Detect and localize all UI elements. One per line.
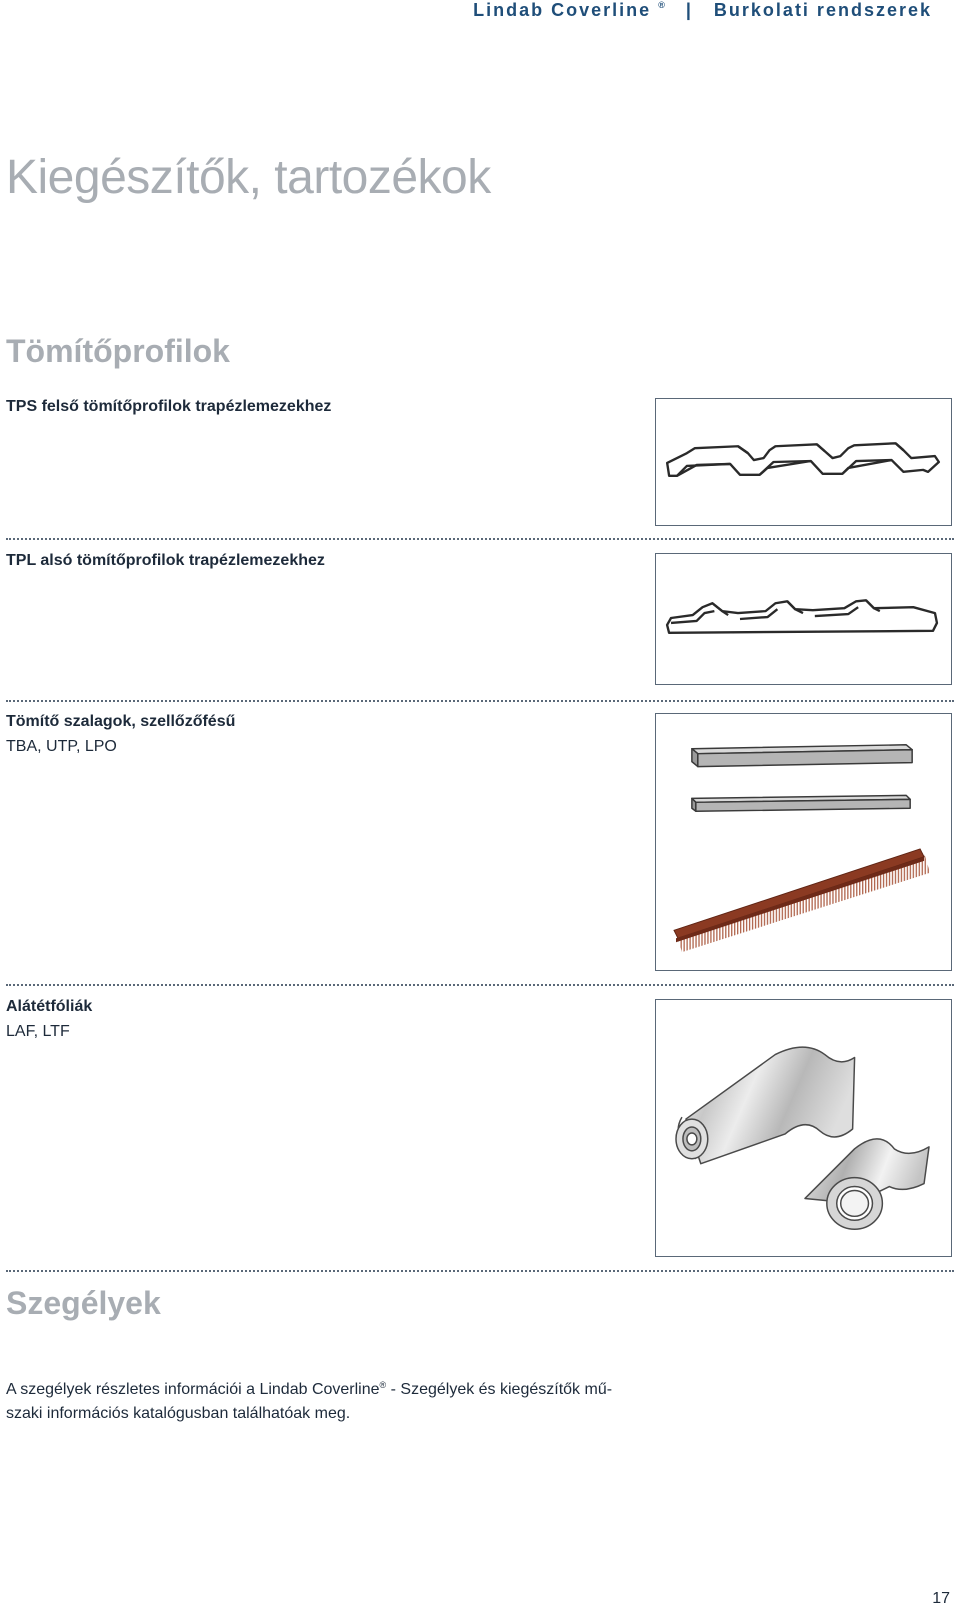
seal-strips-image — [655, 713, 952, 971]
tpl-profile-image — [655, 553, 952, 685]
flashings-text-line2: szaki információs katalógusban találhatóak meg. — [6, 1405, 351, 1422]
seal-strips-drawing — [656, 714, 951, 970]
section-title-flashings: Szegélyek — [6, 1285, 161, 1321]
divider — [6, 700, 954, 702]
divider — [6, 1270, 954, 1272]
tps-profile-image — [655, 398, 952, 526]
flashings-description — [6, 1373, 656, 1426]
page-number: 17 — [932, 1590, 950, 1607]
item-title-seal-strips: Tömítő szalagok, szellőzőfésű — [6, 713, 236, 730]
item-subtitle-underlay-foils: LAF, LTF — [6, 1023, 70, 1040]
section-title-seal-profiles: Tömítőprofilok — [6, 333, 230, 369]
flashings-reg-mark: ® — [379, 1380, 387, 1390]
divider — [6, 984, 954, 986]
item-subtitle-seal-strips: TBA, UTP, LPO — [6, 738, 117, 755]
flashings-text-part2: - Szegélyek és kiegészítők mű- — [386, 1381, 613, 1398]
underlay-foils-image — [655, 999, 952, 1257]
tpl-profile-drawing — [656, 554, 951, 684]
item-title-tpl: TPL alsó tömítőprofilok trapézlemezekhez — [6, 552, 325, 569]
page-title: Kiegészítők, tartozékok — [6, 151, 491, 204]
header-section: Burkolati rendszerek — [713, 0, 932, 20]
running-header — [473, 0, 932, 22]
header-separator: | — [685, 0, 693, 20]
header-reg-mark: ® — [658, 0, 665, 10]
ventilation-comb — [674, 849, 930, 952]
underlay-foils-drawing — [656, 1000, 951, 1256]
flashings-text-part1: A szegélyek részletes információi a Lindab Coverline — [6, 1381, 380, 1398]
item-title-underlay-foils: Alátétfóliák — [6, 998, 93, 1015]
tps-profile-drawing — [656, 399, 951, 525]
header-brand: Lindab Coverline — [473, 0, 652, 20]
divider — [6, 538, 954, 540]
item-title-tps: TPS felső tömítőprofilok trapézlemezekhez — [6, 398, 332, 415]
